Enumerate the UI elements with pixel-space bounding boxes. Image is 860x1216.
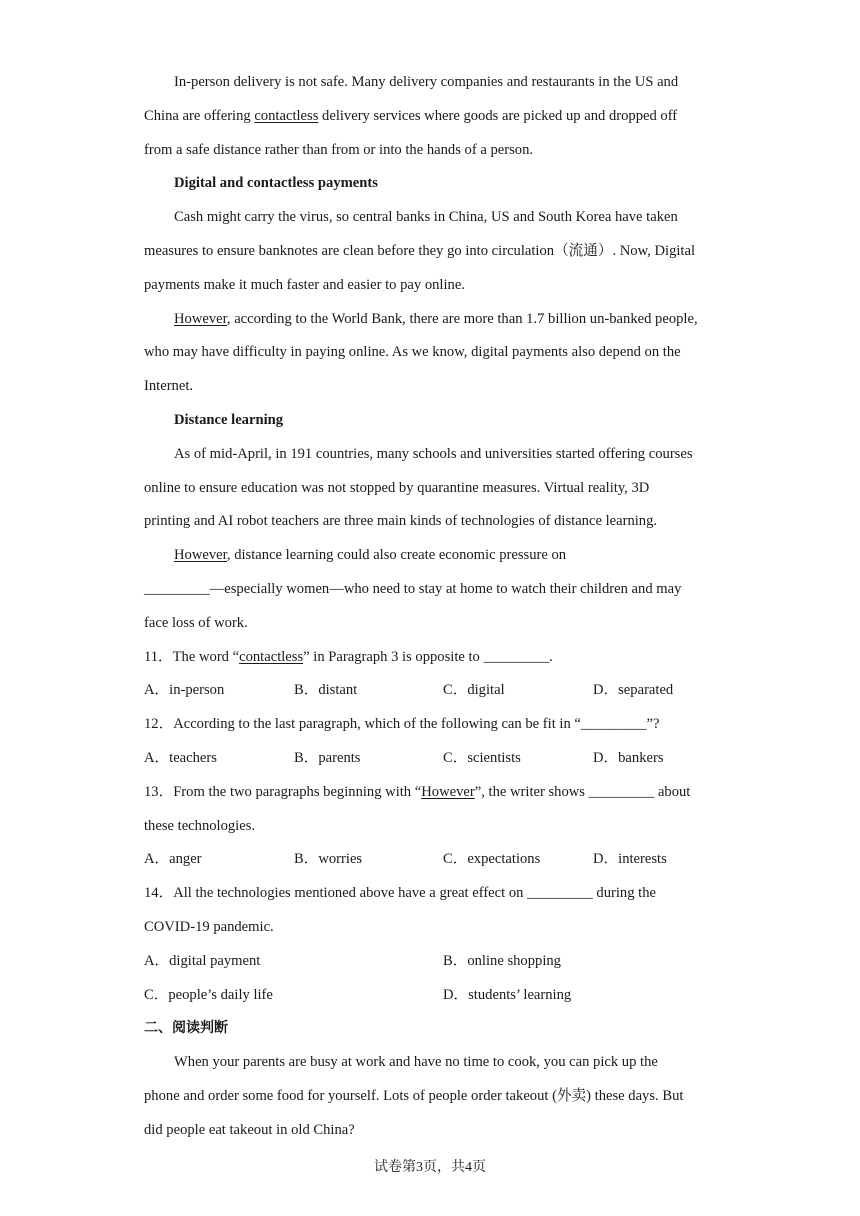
question-13-continuation: these technologies. <box>144 817 256 834</box>
text-span: ” in Paragraph 3 is opposite to _________. <box>303 648 553 665</box>
paragraph-line: measures to ensure banknotes are clean before they go into circulation（流通）. Now, Digital <box>144 242 696 259</box>
option-a[interactable]: A．digital payment <box>144 952 261 969</box>
paragraph-line: _________—especially women—who need to stay at home to watch their children and may <box>144 580 682 597</box>
paragraph-line: When your parents are busy at work and have no time to cook, you can pick up the <box>174 1054 658 1071</box>
paragraph-line: phone and order some food for yourself. Lots of people order takeout (外卖) these days. But <box>144 1087 684 1104</box>
option-a[interactable]: A．teachers <box>144 749 217 766</box>
question-12-options <box>144 742 724 776</box>
underlined-word: However <box>174 310 227 327</box>
option-d[interactable]: D．interests <box>593 851 667 868</box>
option-d[interactable]: D．students’ learning <box>443 986 572 1003</box>
paragraph-line <box>144 539 724 573</box>
paragraph-line: As of mid-April, in 191 countries, many schools and universities started offering courses <box>174 445 693 462</box>
text-span: 13．From the two paragraphs beginning with “ <box>144 783 422 800</box>
paragraph-line: In-person delivery is not safe. Many delivery companies and restaurants in the US and <box>174 74 679 90</box>
option-c[interactable]: C．people’s daily life <box>144 986 273 1003</box>
text-span: China are offering <box>144 107 255 124</box>
option-b[interactable]: B．online shopping <box>443 952 561 969</box>
question-13 <box>144 776 724 810</box>
paragraph-line: payments make it much faster and easier to pay online. <box>144 276 465 293</box>
option-c[interactable]: C．digital <box>443 682 505 699</box>
question-11 <box>144 641 724 675</box>
paragraph-line: Internet. <box>144 378 194 395</box>
paragraph-line: who may have difficulty in paying online. As we know, digital payments also depend on the <box>144 344 681 361</box>
option-d[interactable]: D．separated <box>593 682 674 699</box>
text-span: 11．The word “ <box>144 648 240 665</box>
paragraph-line <box>144 100 724 134</box>
question-12: 12．According to the last paragraph, which of the following can be fit in “_________”? <box>144 716 660 733</box>
underlined-word: contactless <box>254 107 319 124</box>
text-span: , distance learning could also create economic pressure on <box>226 547 567 564</box>
page-content <box>144 66 724 1148</box>
underlined-word: contactless <box>239 648 304 665</box>
text-span: delivery services where goods are picked up and dropped off <box>318 107 678 124</box>
paragraph-line: did people eat takeout in old China? <box>144 1121 355 1138</box>
text-span: ”, the writer shows _________ about <box>474 783 691 800</box>
option-a[interactable]: A．anger <box>144 851 202 868</box>
underlined-word: However <box>174 547 227 564</box>
option-c[interactable]: C．scientists <box>443 749 521 766</box>
paragraph-line: from a safe distance rather than from or into the hands of a person. <box>144 141 534 158</box>
option-d[interactable]: D．bankers <box>593 749 664 766</box>
section-title: 二、阅读判断 <box>144 1020 228 1037</box>
question-14: 14．All the technologies mentioned above have a great effect on _________ during the <box>144 885 656 902</box>
section-heading: Distance learning <box>174 411 284 428</box>
option-b[interactable]: B．parents <box>294 749 361 766</box>
question-14-options-row2 <box>144 979 724 1013</box>
option-c[interactable]: C．expectations <box>443 851 541 868</box>
underlined-word: However <box>421 783 475 800</box>
paragraph-line: printing and AI robot teachers are three main kinds of technologies of distance learning. <box>144 513 658 530</box>
page-footer: 试卷第3页，共4页 <box>374 1160 486 1175</box>
option-b[interactable]: B．worries <box>294 851 363 868</box>
question-13-options <box>144 843 724 877</box>
paragraph-line: Cash might carry the virus, so central banks in China, US and South Korea have taken <box>174 209 678 226</box>
paragraph-line <box>144 303 724 337</box>
question-14-options-row1 <box>144 945 724 979</box>
paragraph-line: face loss of work. <box>144 614 248 631</box>
paragraph-line: online to ensure education was not stopped by quarantine measures. Virtual reality, 3D <box>144 479 650 496</box>
text-span: , according to the World Bank, there are more than 1.7 billion un-banked people, <box>226 310 698 327</box>
question-11-options <box>144 674 724 708</box>
option-a[interactable]: A．in-person <box>144 682 225 699</box>
question-14-continuation: COVID-19 pandemic. <box>144 918 274 935</box>
section-heading: Digital and contactless payments <box>174 175 378 192</box>
option-b[interactable]: B．distant <box>294 682 358 699</box>
